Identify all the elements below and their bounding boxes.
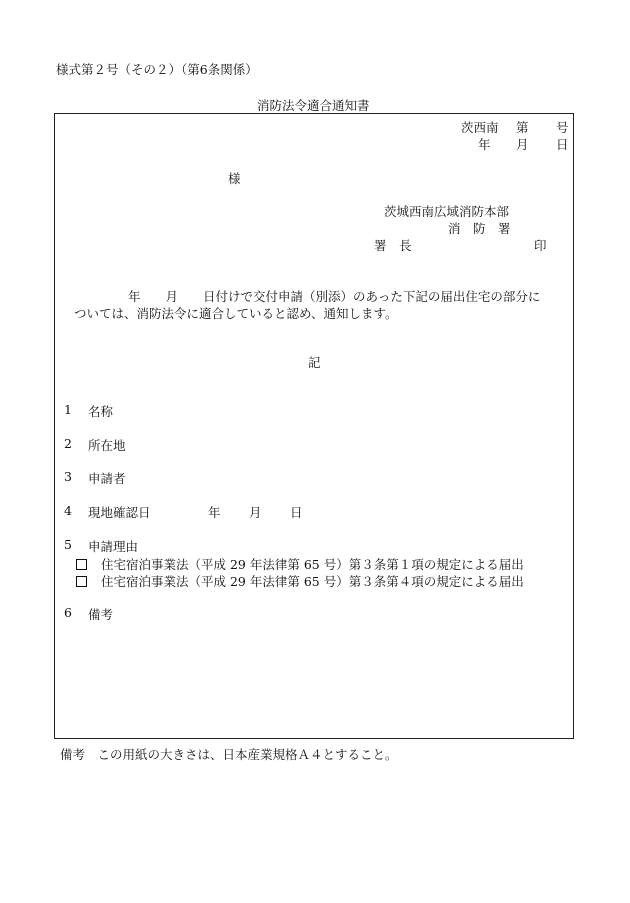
inspection-month: 月 [249,505,262,520]
doc-number-prefix: 茨西南 [461,120,499,135]
ki-heading: 記 [308,355,321,370]
item-5-label: 申請理由 [88,539,139,554]
item-6-number: 6 [64,605,72,620]
item-1-number: 1 [64,402,72,417]
checkbox-icon[interactable] [76,559,87,570]
form-number-label: 様式第２号（その２）（第6条関係） [56,62,258,77]
item-4-label: 現地確認日 [88,505,151,520]
issuer-org: 茨城西南広域消防本部 [384,204,510,219]
item-2-number: 2 [64,436,72,451]
date-day: 日 [556,137,569,152]
seal-mark: 印 [534,238,547,253]
item-5-number: 5 [64,537,72,552]
doc-number-dai: 第 [516,120,529,135]
body-text-line1: 年 月 日付けで交付申請（別添）のあった下記の届出住宅の部分に [128,289,541,304]
document-title: 消防法令適合通知書 [257,98,370,113]
body-text-line2: ついては、消防法令に適合していると認め、通知します。 [74,306,398,321]
item-1-label: 名称 [88,404,114,419]
inspection-year: 年 [208,505,221,520]
inspection-day: 日 [290,505,303,520]
item-3-label: 申請者 [88,471,126,486]
issuer-chief: 署 長 [374,238,412,253]
date-month: 月 [516,137,529,152]
footnote: 備考 この用紙の大きさは、日本産業規格Ａ４とすること。 [60,747,398,762]
item-3-number: 3 [64,469,72,484]
doc-number-go: 号 [556,120,569,135]
issuer-station: 消 防 署 [448,221,511,236]
item-4-number: 4 [64,503,72,518]
reason-option-1[interactable] [76,555,524,573]
reason-1-text: 住宅宿泊事業法（平成 29 年法律第 65 号）第３条第１項の規定による届出 [101,557,524,572]
item-2-label: 所在地 [88,438,126,453]
checkbox-icon[interactable] [76,576,87,587]
addressee-sama: 様 [228,171,241,186]
date-year: 年 [478,137,491,152]
reason-2-text: 住宅宿泊事業法（平成 29 年法律第 65 号）第３条第４項の規定による届出 [101,574,524,589]
reason-option-2[interactable] [76,572,524,590]
item-6-label: 備考 [88,607,114,622]
